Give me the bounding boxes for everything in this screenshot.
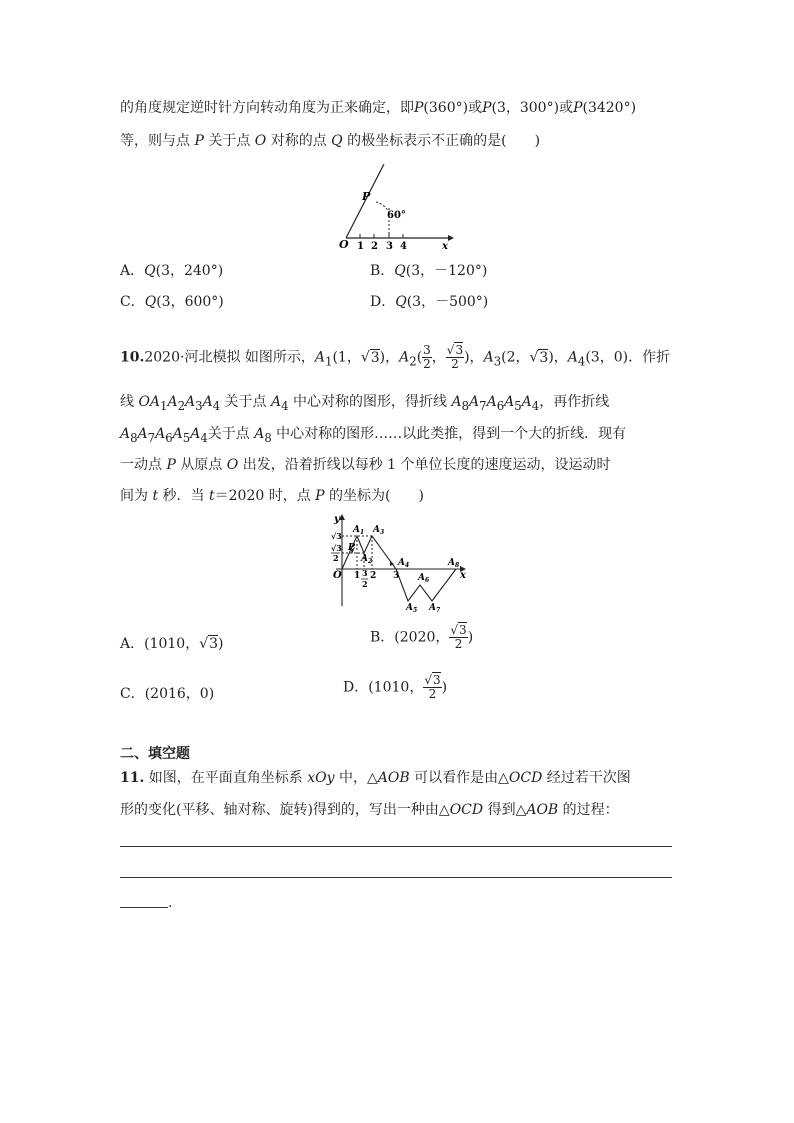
q9-option-c[interactable]: C．Q(3，600°) <box>120 294 224 310</box>
q10-number: 10. <box>120 349 145 366</box>
q11-text-line-1: 11. 如图，在平面直角坐标系 xOy 中，△AOB 可以看作是由△OCD 经过若干次图 <box>120 770 631 786</box>
q10-option-c[interactable]: C．(2016，0) <box>120 686 215 702</box>
fig9-tick-4: 4 <box>400 241 407 252</box>
fig10-label-x: x <box>460 570 466 581</box>
answer-blank-line-1[interactable] <box>120 846 672 847</box>
fig10-tick-3: 3 <box>393 571 400 581</box>
fig10-tick-1: 1 <box>354 571 361 581</box>
fig10-label-y: y <box>334 514 340 525</box>
q10-source: 2020·河北模拟 <box>144 349 241 366</box>
q10-text-line-5: 间为 t 秒．当 t＝2020 时，点 P 的坐标为( ) <box>120 488 424 504</box>
fig10-label-A5: $A_5$ <box>406 603 418 612</box>
fig10-label-O: O <box>333 570 342 581</box>
fig10-label-A1: $A_1$ <box>353 525 365 536</box>
q10-polyline-figure <box>326 512 474 612</box>
fig10-label-A8: $A_8$ <box>448 558 460 569</box>
svg-text:2: 2 <box>362 579 368 589</box>
fig10-label-A3: $A_3$ <box>373 525 385 536</box>
section-title-fill-blank: 二、填空题 <box>120 746 190 762</box>
fig10-tick-3-2: 3 <box>362 568 368 578</box>
answer-blank-line-2[interactable] <box>120 877 672 878</box>
answer-end-period: . <box>168 895 173 911</box>
q10-text-line-2: 线 $OA_1A_2A_3A_4$ 关于点 $A_4$ 中心对称的图形，得折线 $A_8A_7A_6A_5A_4$，再作折线 <box>120 394 610 413</box>
q9-option-a[interactable]: A．Q(3，240°) <box>120 263 224 279</box>
q10-option-d[interactable]: D．(1010， $\frac{√3}{2}$ ) <box>343 673 448 701</box>
q9-polar-figure <box>336 160 456 252</box>
q10-text-line-4: 一动点 P 从原点 O 出发，沿着折线以每秒 1 个单位长度的速度运动，设运动时 <box>120 457 611 473</box>
fig10-label-A7: $A_7$ <box>429 603 441 612</box>
svg-text:2: 2 <box>333 553 339 563</box>
q10-text-line-1: 10.2020·河北模拟 如图所示，$A_1(1$，√3)，$A_2$( $\frac{3}{2}$ ， $\frac{√3}{2}$ )，$A_3(2$，√3)，$A_4(3$，0)．作折 <box>120 343 671 371</box>
fig10-label-A2: $A_2$ <box>361 554 373 565</box>
q10-option-b[interactable]: B．(2020， $\frac{√3}{2}$ ) <box>370 623 474 651</box>
q9-option-b[interactable]: B．Q(3，－120°) <box>370 263 488 279</box>
fig10-label-sqrt3-2: √3 <box>331 543 342 553</box>
fig9-label-O: O <box>339 238 349 251</box>
q9-text-line-2: 等，则与点 P 关于点 O 对称的点 Q 的极坐标表示不正确的是( ) <box>120 133 541 149</box>
q11-text-line-2: 形的变化(平移、轴对称、旋转)得到的，写出一种由△OCD 得到△AOB 的过程： <box>120 802 619 818</box>
fig9-label-x: x <box>442 241 448 252</box>
q10-text-line-3: $A_8A_7A_6A_5A_4$关于点 $A_8$ 中心对称的图形……以此类推，得到一个大的折线．现有 <box>120 426 627 445</box>
fig9-tick-2: 2 <box>371 241 378 252</box>
fig10-label-sqrt3: √3 <box>331 531 342 541</box>
fig9-label-P: P <box>362 190 371 203</box>
q9-option-d[interactable]: D．Q(3，－500°) <box>370 294 489 310</box>
q9-text-line-1: 的角度规定逆时针方向转动角度为正来确定，即P(360°)或P(3，300°)或P(3420°) <box>120 100 637 116</box>
fig10-tick-2: 2 <box>370 571 377 581</box>
answer-blank-line-3[interactable] <box>120 907 168 908</box>
fig10-label-A4: $A_4$ <box>398 558 410 569</box>
fig9-tick-3: 3 <box>386 241 393 252</box>
q10-option-a[interactable]: A．(1010，√3) <box>120 636 224 652</box>
fig9-tick-1: 1 <box>357 241 364 252</box>
fig10-label-A6: $A_6$ <box>418 573 430 584</box>
fig9-label-60: 60° <box>387 210 406 221</box>
fig10-label-P: P <box>348 543 355 553</box>
